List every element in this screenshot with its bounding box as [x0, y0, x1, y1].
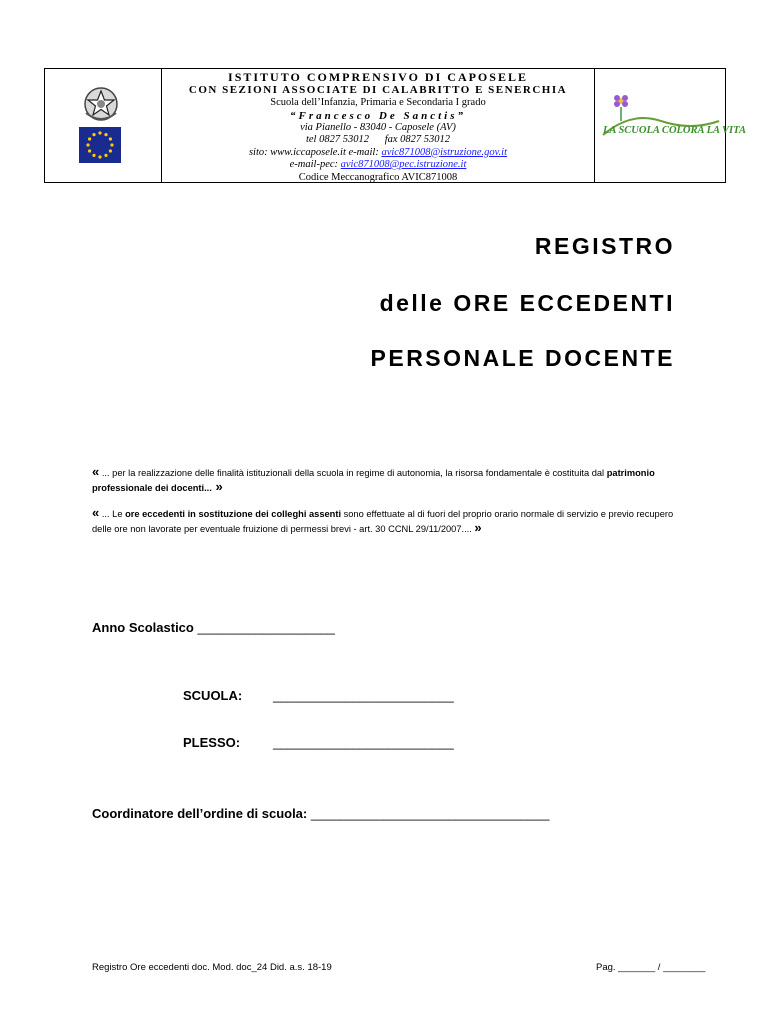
quote-1 [92, 465, 686, 495]
anno-scolastico-field [92, 620, 335, 635]
school-phone-fax [162, 134, 594, 147]
school-pec [162, 159, 594, 172]
coordinatore-blank[interactable]: _________________________________ [310, 806, 550, 821]
institute-name: ISTITUTO COMPRENSIVO DI CAPOSELE [228, 70, 528, 84]
title-line-1: REGISTRO [534, 233, 675, 259]
quote-2 [92, 506, 686, 536]
title-line-2: delle ORE ECCEDENTI [379, 290, 675, 316]
letterhead [44, 68, 746, 183]
quote-1-close: » [211, 479, 223, 494]
school-address: via Pianello - 83040 - Caposele (AV) [300, 121, 456, 133]
email-link[interactable]: avic871008@istruzione.gov.it [381, 146, 508, 158]
institute-sections: CON SEZIONI ASSOCIATE DI CALABRITTO E SENERCHIA [188, 84, 568, 96]
pec-link[interactable]: avic871008@pec.istruzione.it [340, 159, 467, 170]
quote-2-text-1: ... Le [99, 509, 126, 519]
pec-label: e-mail-pec: [289, 159, 341, 170]
scuola-label: SCUOLA: [183, 688, 243, 703]
anno-scolastico-label: Anno Scolastico [92, 620, 194, 635]
coordinatore-label: Coordinatore dell’ordine di scuola: [92, 806, 308, 821]
plesso-field [183, 735, 240, 750]
school-levels: Scuola dell’Infanzia, Primaria e Secondaria I grado [270, 97, 486, 108]
footer-page-number: Pag. _______ / ________ [596, 962, 706, 973]
anno-scolastico-blank[interactable]: ___________________ [197, 620, 335, 635]
letterhead-logo [595, 69, 746, 182]
logo-text: LA SCUOLA COLORA LA VITA [603, 125, 746, 136]
quote-2-text-2: sono effettuate al di fuori del proprio orario normale di servizio e previo recupero delle ore non lavorate per eventuale fruizione di permessi brevi - art. 30 CCNL 29/11/2007.... [92, 509, 674, 534]
letterhead-text [162, 69, 595, 182]
scuola-field [183, 688, 242, 703]
title-line-3: PERSONALE DOCENTE [370, 345, 675, 371]
quote-2-open: « [92, 505, 100, 520]
plesso-blank[interactable]: _________________________ [273, 735, 454, 750]
school-site-email [162, 147, 594, 160]
quote-1-bold: patrimonio professionale dei docenti... [92, 468, 655, 493]
site-label: sito: www.iccaposele.it e-mail: [248, 146, 382, 158]
school-logo-icon [601, 91, 746, 153]
school-namesake: “Francesco De Sanctis” [290, 109, 466, 122]
scuola-blank[interactable]: _________________________ [273, 688, 454, 703]
footer-document-reference: Registro Ore eccedenti doc. Mod. doc_24 Did. a.s. 18-19 [92, 962, 332, 973]
school-tel: tel 0827 53012 [305, 134, 369, 145]
eu-flag-icon [79, 127, 121, 163]
quote-1-text: ... per la realizzazione delle finalità istituzionali della scuola in regime di autonomia, la risorsa fondamentale è costituita dal [99, 468, 607, 478]
plesso-label: PLESSO: [183, 735, 241, 750]
italian-republic-emblem-icon [81, 85, 121, 123]
school-code: Codice Meccanografico AVIC871008 [298, 171, 458, 183]
coordinatore-field [92, 806, 549, 821]
school-fax: fax 0827 53012 [384, 134, 451, 145]
quote-2-bold: ore eccedenti in sostituzione dei colleghi assenti [125, 509, 342, 519]
quote-2-close: » [474, 520, 482, 535]
letterhead-emblems [45, 69, 162, 182]
quote-1-open: « [92, 464, 100, 479]
